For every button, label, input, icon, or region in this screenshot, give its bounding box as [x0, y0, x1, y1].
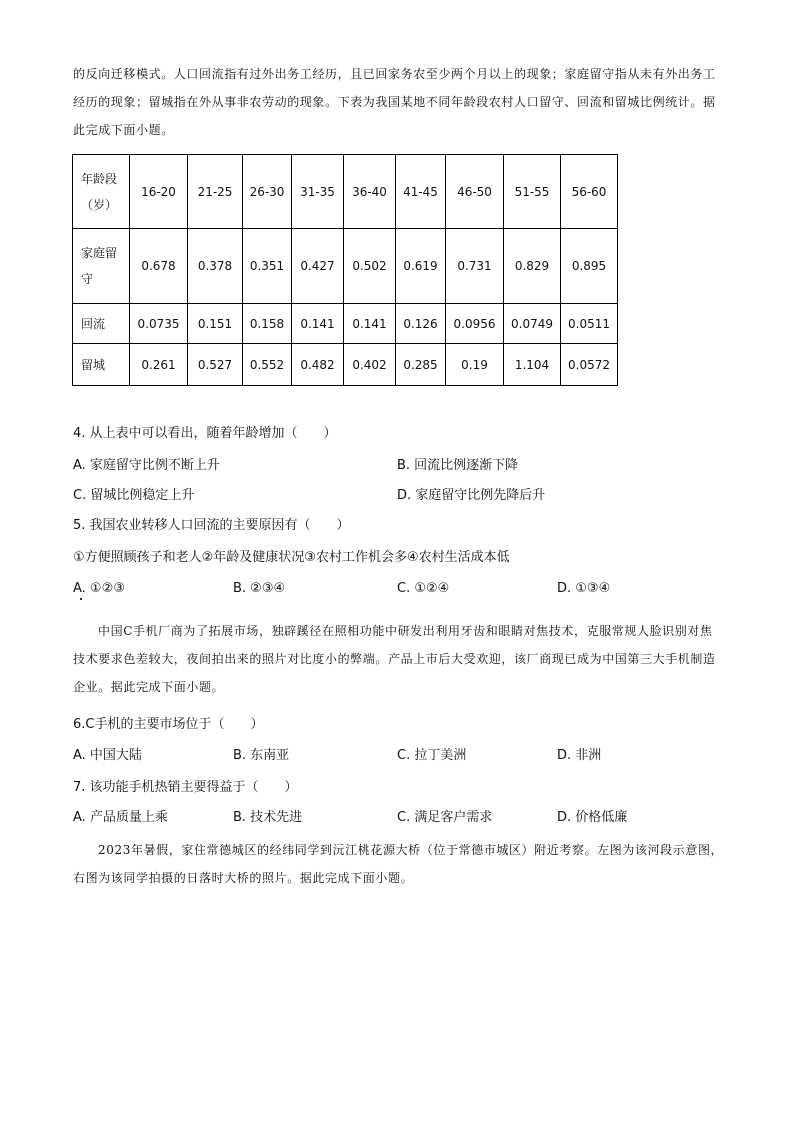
- stray-mark: [80, 598, 82, 600]
- row-label: 留城: [73, 344, 130, 386]
- question-5-items: ①方便照顾孩子和老人②年龄及健康状况③农村工作机会多④农村生活成本低: [73, 550, 510, 565]
- question-4-option-d[interactable]: D. 家庭留守比例先降后升: [397, 488, 546, 503]
- table-cell: 0.731: [446, 229, 504, 304]
- table-cell: 0.402: [344, 344, 396, 386]
- table-cell: 0.0749: [504, 304, 561, 344]
- question-4-stem: 4. 从上表中可以看出，随着年龄增加（ ）: [73, 426, 337, 441]
- question-5-option-c[interactable]: C. ①②④: [397, 581, 450, 596]
- question-5-option-b[interactable]: B. ②③④: [233, 581, 286, 596]
- age-group-header: 年龄段（岁）: [73, 155, 130, 229]
- table-cell: 0.895: [561, 229, 618, 304]
- table-cell: 0.19: [446, 344, 504, 386]
- table-cell: 0.141: [292, 304, 344, 344]
- age-group-cell: 51-55: [504, 155, 561, 229]
- table-header-row: [73, 155, 618, 229]
- question-4-option-b[interactable]: B. 回流比例逐渐下降: [397, 458, 519, 473]
- intro-paragraph: 的反向迁移模式。人口回流指有过外出务工经历，且已回家务农至少两个月以上的现象；家庭留守指从未有外出务工经历的现象；留城指在外从事非农劳动的现象。下表为我国某地不同年龄段农村人口留守、回流和留城比例统计。据此完成下面小题。: [73, 67, 716, 137]
- table-cell: 0.678: [130, 229, 188, 304]
- table-cell: 0.502: [344, 229, 396, 304]
- question-7-option-c[interactable]: C. 满足客户需求: [397, 810, 493, 825]
- row-label: 家庭留守: [73, 229, 130, 304]
- table-row-return: [73, 304, 618, 344]
- table-cell: 0.378: [188, 229, 243, 304]
- table-cell: 0.0956: [446, 304, 504, 344]
- question-6-option-c[interactable]: C. 拉丁美洲: [397, 748, 467, 763]
- age-group-cell: 31-35: [292, 155, 344, 229]
- question-7-option-b[interactable]: B. 技术先进: [233, 810, 303, 825]
- question-6-stem: 6.C手机的主要市场位于（ ）: [73, 717, 264, 732]
- question-6-option-b[interactable]: B. 东南亚: [233, 748, 290, 763]
- table-cell: 0.141: [344, 304, 396, 344]
- age-group-cell: 26-30: [243, 155, 292, 229]
- table-cell: 0.261: [130, 344, 188, 386]
- passage-phone: 中国C手机厂商为了拓展市场，独辟蹊径在照相功能中研发出利用牙齿和眼睛对焦技术，克服常规人脸识别对焦技术要求色差较大，夜间拍出来的照片对比度小的弊端。产品上市后大受欢迎，该厂商现已成为中国第三大手机制造企业。据此完成下面小题。: [73, 624, 716, 694]
- table-cell: 0.527: [188, 344, 243, 386]
- question-6-option-d[interactable]: D. 非洲: [557, 748, 602, 763]
- table-cell: 0.0511: [561, 304, 618, 344]
- table-cell: 0.427: [292, 229, 344, 304]
- table-cell: 0.285: [396, 344, 446, 386]
- age-group-cell: 56-60: [561, 155, 618, 229]
- table-cell: 0.158: [243, 304, 292, 344]
- table-cell: 1.104: [504, 344, 561, 386]
- table-cell: 0.829: [504, 229, 561, 304]
- age-group-cell: 46-50: [446, 155, 504, 229]
- population-ratio-table: [72, 154, 618, 386]
- table-cell: 0.619: [396, 229, 446, 304]
- row-label: 回流: [73, 304, 130, 344]
- passage-bridge: 2023年暑假，家住常德城区的经纬同学到沅江桃花源大桥（位于常德市城区）附近考察。左图为该河段示意图，右图为该同学拍摄的日落时大桥的照片。据此完成下面小题。: [73, 843, 724, 885]
- table-cell: 0.0735: [130, 304, 188, 344]
- table-cell: 0.351: [243, 229, 292, 304]
- table-cell: 0.482: [292, 344, 344, 386]
- question-7-option-d[interactable]: D. 价格低廉: [557, 810, 628, 825]
- age-group-cell: 41-45: [396, 155, 446, 229]
- question-7-option-a[interactable]: A. 产品质量上乘: [73, 810, 168, 825]
- question-7-stem: 7. 该功能手机热销主要得益于（ ）: [73, 780, 298, 795]
- question-4-option-c[interactable]: C. 留城比例稳定上升: [73, 488, 195, 503]
- age-group-cell: 21-25: [188, 155, 243, 229]
- question-4-option-a[interactable]: A. 家庭留守比例不断上升: [73, 458, 220, 473]
- table-cell: 0.151: [188, 304, 243, 344]
- table-row-stay-city: [73, 344, 618, 386]
- age-group-cell: 16-20: [130, 155, 188, 229]
- table-cell: 0.126: [396, 304, 446, 344]
- table-cell: 0.552: [243, 344, 292, 386]
- question-6-option-a[interactable]: A. 中国大陆: [73, 748, 142, 763]
- table-cell: 0.0572: [561, 344, 618, 386]
- table-row-stay-home: [73, 229, 618, 304]
- question-5-stem: 5. 我国农业转移人口回流的主要原因有（ ）: [73, 518, 350, 533]
- question-5-option-a[interactable]: A. ①②③: [73, 581, 125, 596]
- age-group-cell: 36-40: [344, 155, 396, 229]
- question-5-option-d[interactable]: D. ①③④: [557, 581, 611, 596]
